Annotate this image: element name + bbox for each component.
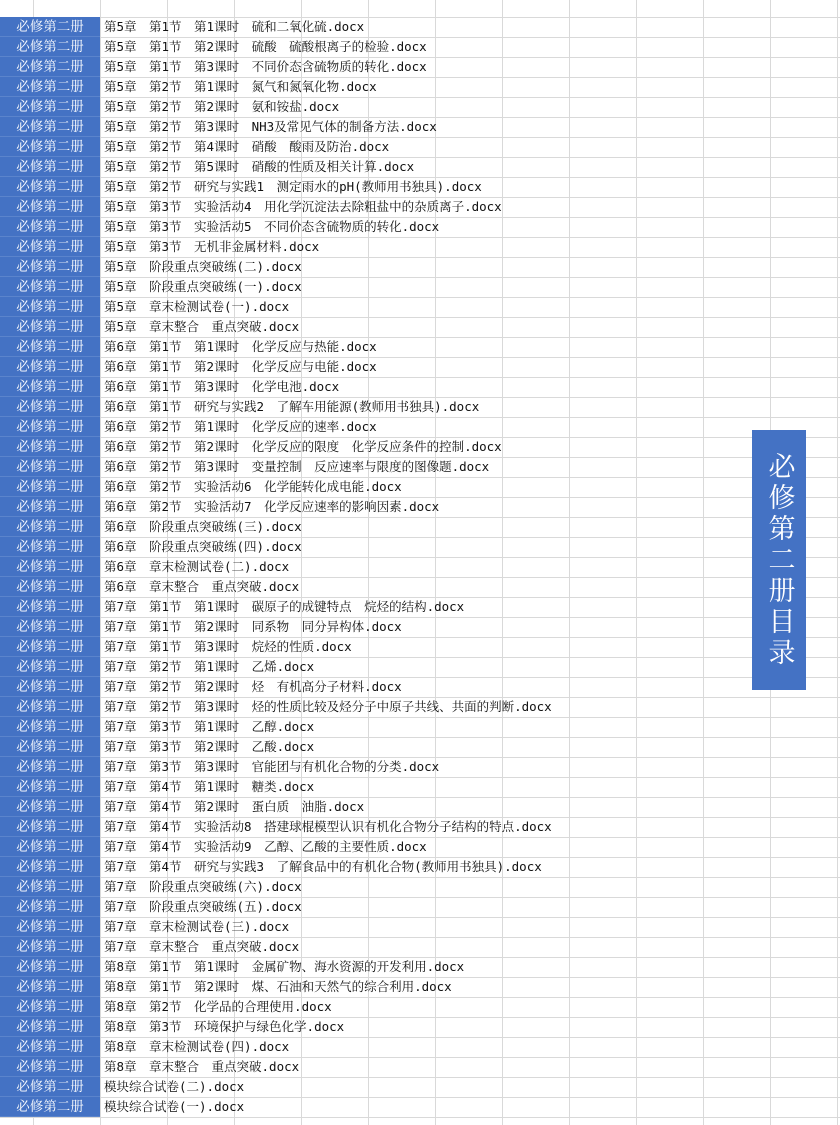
filename-cell[interactable]: 第6章 阶段重点突破练(三).docx	[104, 519, 302, 534]
filename-cell[interactable]: 第7章 章末检测试卷(三).docx	[104, 919, 290, 934]
table-row[interactable]	[0, 657, 840, 677]
side-title-box	[752, 430, 806, 690]
category-cell[interactable]: 必修第二册	[0, 997, 100, 1017]
filename-cell[interactable]: 第6章 第2节 实验活动6 化学能转化成电能.docx	[104, 479, 402, 494]
filename-cell[interactable]: 第7章 第2节 第1课时 乙烯.docx	[104, 659, 315, 674]
filename-cell[interactable]: 第7章 第4节 第2课时 蛋白质 油脂.docx	[104, 799, 365, 814]
filename-cell[interactable]: 第5章 第2节 第4课时 硝酸 酸雨及防治.docx	[104, 139, 390, 154]
category-cell[interactable]: 必修第二册	[0, 697, 100, 717]
filename-cell[interactable]: 第7章 第3节 第3课时 官能团与有机化合物的分类.docx	[104, 759, 440, 774]
filename-cell[interactable]: 模块综合试卷(二).docx	[104, 1079, 245, 1094]
table-row[interactable]	[0, 737, 840, 757]
category-cell[interactable]: 必修第二册	[0, 577, 100, 597]
category-cell[interactable]: 必修第二册	[0, 97, 100, 117]
category-cell[interactable]: 必修第二册	[0, 637, 100, 657]
filename-cell[interactable]: 第8章 第1节 第2课时 煤、石油和天然气的综合利用.docx	[104, 979, 452, 994]
filename-cell[interactable]: 第7章 阶段重点突破练(五).docx	[104, 899, 302, 914]
filename-cell[interactable]: 第7章 第1节 第2课时 同系物 同分异构体.docx	[104, 619, 402, 634]
filename-cell[interactable]: 第6章 章末整合 重点突破.docx	[104, 579, 300, 594]
table-row[interactable]	[0, 997, 840, 1017]
category-cell[interactable]: 必修第二册	[0, 857, 100, 877]
table-row[interactable]	[0, 877, 840, 897]
table-row[interactable]	[0, 757, 840, 777]
category-cell[interactable]: 必修第二册	[0, 37, 100, 57]
filename-cell[interactable]: 第8章 第1节 第1课时 金属矿物、海水资源的开发利用.docx	[104, 959, 465, 974]
category-cell[interactable]: 必修第二册	[0, 537, 100, 557]
category-cell[interactable]: 必修第二册	[0, 397, 100, 417]
filename-cell[interactable]: 第6章 第1节 研究与实践2 了解车用能源(教师用书独具).docx	[104, 399, 480, 414]
category-cell[interactable]: 必修第二册	[0, 797, 100, 817]
category-cell[interactable]: 必修第二册	[0, 817, 100, 837]
filename-cell[interactable]: 第6章 第1节 第3课时 化学电池.docx	[104, 379, 340, 394]
table-row[interactable]	[0, 397, 840, 417]
table-row[interactable]	[0, 637, 840, 657]
table-row[interactable]	[0, 337, 840, 357]
category-cell[interactable]: 必修第二册	[0, 837, 100, 857]
table-row[interactable]	[0, 117, 840, 137]
filename-cell[interactable]: 第7章 第4节 实验活动9 乙醇、乙酸的主要性质.docx	[104, 839, 427, 854]
filename-cell[interactable]: 第8章 第2节 化学品的合理使用.docx	[104, 999, 332, 1014]
table-row[interactable]	[0, 957, 840, 977]
table-row[interactable]	[0, 277, 840, 297]
table-row[interactable]	[0, 137, 840, 157]
table-row[interactable]	[0, 477, 840, 497]
category-cell[interactable]: 必修第二册	[0, 1057, 100, 1077]
category-cell[interactable]: 必修第二册	[0, 17, 100, 37]
category-cell[interactable]: 必修第二册	[0, 877, 100, 897]
table-row[interactable]	[0, 777, 840, 797]
filename-cell[interactable]: 第5章 章末整合 重点突破.docx	[104, 319, 300, 334]
table-row[interactable]	[0, 577, 840, 597]
category-cell[interactable]: 必修第二册	[0, 677, 100, 697]
table-row[interactable]	[0, 97, 840, 117]
category-cell[interactable]: 必修第二册	[0, 217, 100, 237]
table-row[interactable]	[0, 597, 840, 617]
category-cell[interactable]: 必修第二册	[0, 237, 100, 257]
category-cell[interactable]: 必修第二册	[0, 937, 100, 957]
category-cell[interactable]: 必修第二册	[0, 177, 100, 197]
filename-cell[interactable]: 第5章 章末检测试卷(一).docx	[104, 299, 290, 314]
table-row[interactable]	[0, 257, 840, 277]
category-cell[interactable]: 必修第二册	[0, 377, 100, 397]
filename-cell[interactable]: 第7章 第1节 第1课时 碳原子的成键特点 烷烃的结构.docx	[104, 599, 465, 614]
side-title: 必修第二册目录	[763, 451, 795, 669]
table-row[interactable]	[0, 857, 840, 877]
category-cell[interactable]: 必修第二册	[0, 897, 100, 917]
category-cell[interactable]: 必修第二册	[0, 477, 100, 497]
category-cell[interactable]: 必修第二册	[0, 317, 100, 337]
table-row[interactable]	[0, 917, 840, 937]
category-cell[interactable]: 必修第二册	[0, 57, 100, 77]
category-cell[interactable]: 必修第二册	[0, 437, 100, 457]
category-cell[interactable]: 必修第二册	[0, 917, 100, 937]
category-cell[interactable]: 必修第二册	[0, 1077, 100, 1097]
filename-cell[interactable]: 第6章 第1节 第2课时 化学反应与电能.docx	[104, 359, 377, 374]
filename-cell[interactable]: 第5章 第1节 第3课时 不同价态含硫物质的转化.docx	[104, 59, 427, 74]
category-cell[interactable]: 必修第二册	[0, 137, 100, 157]
category-cell[interactable]: 必修第二册	[0, 517, 100, 537]
table-row[interactable]	[0, 457, 840, 477]
filename-cell[interactable]: 第7章 第1节 第3课时 烷烃的性质.docx	[104, 639, 352, 654]
category-cell[interactable]: 必修第二册	[0, 497, 100, 517]
filename-cell[interactable]: 第5章 第2节 第3课时 NH3及常见气体的制备方法.docx	[104, 119, 437, 134]
filename-cell[interactable]: 第5章 第3节 实验活动4 用化学沉淀法去除粗盐中的杂质离子.docx	[104, 199, 502, 214]
category-cell[interactable]: 必修第二册	[0, 257, 100, 277]
category-cell[interactable]: 必修第二册	[0, 617, 100, 637]
filename-cell[interactable]: 第5章 第2节 研究与实践1 测定雨水的pH(教师用书独具).docx	[104, 179, 482, 194]
filename-cell[interactable]: 第7章 第4节 实验活动8 搭建球棍模型认识有机化合物分子结构的特点.docx	[104, 819, 552, 834]
table-row[interactable]	[0, 1017, 840, 1037]
category-cell[interactable]: 必修第二册	[0, 117, 100, 137]
category-cell[interactable]: 必修第二册	[0, 157, 100, 177]
table-row[interactable]	[0, 937, 840, 957]
table-row[interactable]	[0, 497, 840, 517]
table-row[interactable]	[0, 377, 840, 397]
table-row[interactable]	[0, 357, 840, 377]
category-cell[interactable]: 必修第二册	[0, 597, 100, 617]
filename-cell[interactable]: 第7章 第3节 第2课时 乙酸.docx	[104, 739, 315, 754]
table-row[interactable]	[0, 1057, 840, 1077]
filename-cell[interactable]: 第7章 第4节 第1课时 糖类.docx	[104, 779, 315, 794]
table-row[interactable]	[0, 77, 840, 97]
table-row[interactable]	[0, 437, 840, 457]
category-cell[interactable]: 必修第二册	[0, 977, 100, 997]
category-cell[interactable]: 必修第二册	[0, 77, 100, 97]
table-row[interactable]	[0, 37, 840, 57]
table-row[interactable]	[0, 17, 840, 37]
table-row[interactable]	[0, 1077, 840, 1097]
table-row[interactable]	[0, 677, 840, 697]
filename-cell[interactable]: 第5章 第2节 第1课时 氮气和氮氧化物.docx	[104, 79, 377, 94]
category-cell[interactable]: 必修第二册	[0, 197, 100, 217]
filename-cell[interactable]: 第6章 第2节 实验活动7 化学反应速率的影响因素.docx	[104, 499, 440, 514]
filename-cell[interactable]: 第6章 第1节 第1课时 化学反应与热能.docx	[104, 339, 377, 354]
category-cell[interactable]: 必修第二册	[0, 1037, 100, 1057]
category-cell[interactable]: 必修第二册	[0, 657, 100, 677]
table-row[interactable]	[0, 837, 840, 857]
filename-cell[interactable]: 第8章 章末检测试卷(四).docx	[104, 1039, 290, 1054]
filename-cell[interactable]: 第6章 第2节 第1课时 化学反应的速率.docx	[104, 419, 377, 434]
filename-cell[interactable]: 第6章 第2节 第2课时 化学反应的限度 化学反应条件的控制.docx	[104, 439, 502, 454]
filename-cell[interactable]: 第5章 阶段重点突破练(二).docx	[104, 259, 302, 274]
category-cell[interactable]: 必修第二册	[0, 357, 100, 377]
table-row[interactable]	[0, 237, 840, 257]
table-row[interactable]	[0, 817, 840, 837]
table-row[interactable]	[0, 57, 840, 77]
filename-cell[interactable]: 第7章 章末整合 重点突破.docx	[104, 939, 300, 954]
table-row[interactable]	[0, 617, 840, 637]
table-row[interactable]	[0, 557, 840, 577]
filename-cell[interactable]: 第5章 第1节 第2课时 硫酸 硫酸根离子的检验.docx	[104, 39, 427, 54]
filename-cell[interactable]: 第6章 章末检测试卷(二).docx	[104, 559, 290, 574]
table-row[interactable]	[0, 1097, 840, 1117]
category-cell[interactable]: 必修第二册	[0, 417, 100, 437]
table-row[interactable]	[0, 797, 840, 817]
table-row[interactable]	[0, 317, 840, 337]
category-cell[interactable]: 必修第二册	[0, 777, 100, 797]
category-cell[interactable]: 必修第二册	[0, 757, 100, 777]
category-cell[interactable]: 必修第二册	[0, 337, 100, 357]
category-cell[interactable]: 必修第二册	[0, 737, 100, 757]
filename-cell[interactable]: 模块综合试卷(一).docx	[104, 1099, 245, 1114]
filename-cell[interactable]: 第5章 第1节 第1课时 硫和二氧化硫.docx	[104, 19, 365, 34]
table-row[interactable]	[0, 197, 840, 217]
filename-cell[interactable]: 第7章 第4节 研究与实践3 了解食品中的有机化合物(教师用书独具).docx	[104, 859, 542, 874]
category-cell[interactable]: 必修第二册	[0, 717, 100, 737]
category-cell[interactable]: 必修第二册	[0, 957, 100, 977]
category-cell[interactable]: 必修第二册	[0, 557, 100, 577]
file-list	[0, 17, 840, 1117]
filename-cell[interactable]: 第8章 第3节 环境保护与绿色化学.docx	[104, 1019, 345, 1034]
filename-cell[interactable]: 第5章 第2节 第2课时 氨和铵盐.docx	[104, 99, 340, 114]
table-row[interactable]	[0, 537, 840, 557]
table-row[interactable]	[0, 297, 840, 317]
table-row[interactable]	[0, 897, 840, 917]
table-row[interactable]	[0, 217, 840, 237]
category-cell[interactable]: 必修第二册	[0, 277, 100, 297]
filename-cell[interactable]: 第7章 第2节 第3课时 烃的性质比较及烃分子中原子共线、共面的判断.docx	[104, 699, 552, 714]
filename-cell[interactable]: 第5章 阶段重点突破练(一).docx	[104, 279, 302, 294]
filename-cell[interactable]: 第8章 章末整合 重点突破.docx	[104, 1059, 300, 1074]
filename-cell[interactable]: 第7章 第3节 第1课时 乙醇.docx	[104, 719, 315, 734]
table-row[interactable]	[0, 1037, 840, 1057]
category-cell[interactable]: 必修第二册	[0, 457, 100, 477]
table-row[interactable]	[0, 177, 840, 197]
table-row[interactable]	[0, 697, 840, 717]
filename-cell[interactable]: 第7章 第2节 第2课时 烃 有机高分子材料.docx	[104, 679, 402, 694]
filename-cell[interactable]: 第5章 第2节 第5课时 硝酸的性质及相关计算.docx	[104, 159, 415, 174]
category-cell[interactable]: 必修第二册	[0, 297, 100, 317]
table-row[interactable]	[0, 717, 840, 737]
filename-cell[interactable]: 第7章 阶段重点突破练(六).docx	[104, 879, 302, 894]
filename-cell[interactable]: 第5章 第3节 实验活动5 不同价态含硫物质的转化.docx	[104, 219, 440, 234]
table-row[interactable]	[0, 157, 840, 177]
table-row[interactable]	[0, 417, 840, 437]
table-row[interactable]	[0, 977, 840, 997]
category-cell[interactable]: 必修第二册	[0, 1017, 100, 1037]
category-cell[interactable]: 必修第二册	[0, 1097, 100, 1117]
table-row[interactable]	[0, 517, 840, 537]
filename-cell[interactable]: 第6章 第2节 第3课时 变量控制 反应速率与限度的图像题.docx	[104, 459, 490, 474]
filename-cell[interactable]: 第5章 第3节 无机非金属材料.docx	[104, 239, 320, 254]
filename-cell[interactable]: 第6章 阶段重点突破练(四).docx	[104, 539, 302, 554]
